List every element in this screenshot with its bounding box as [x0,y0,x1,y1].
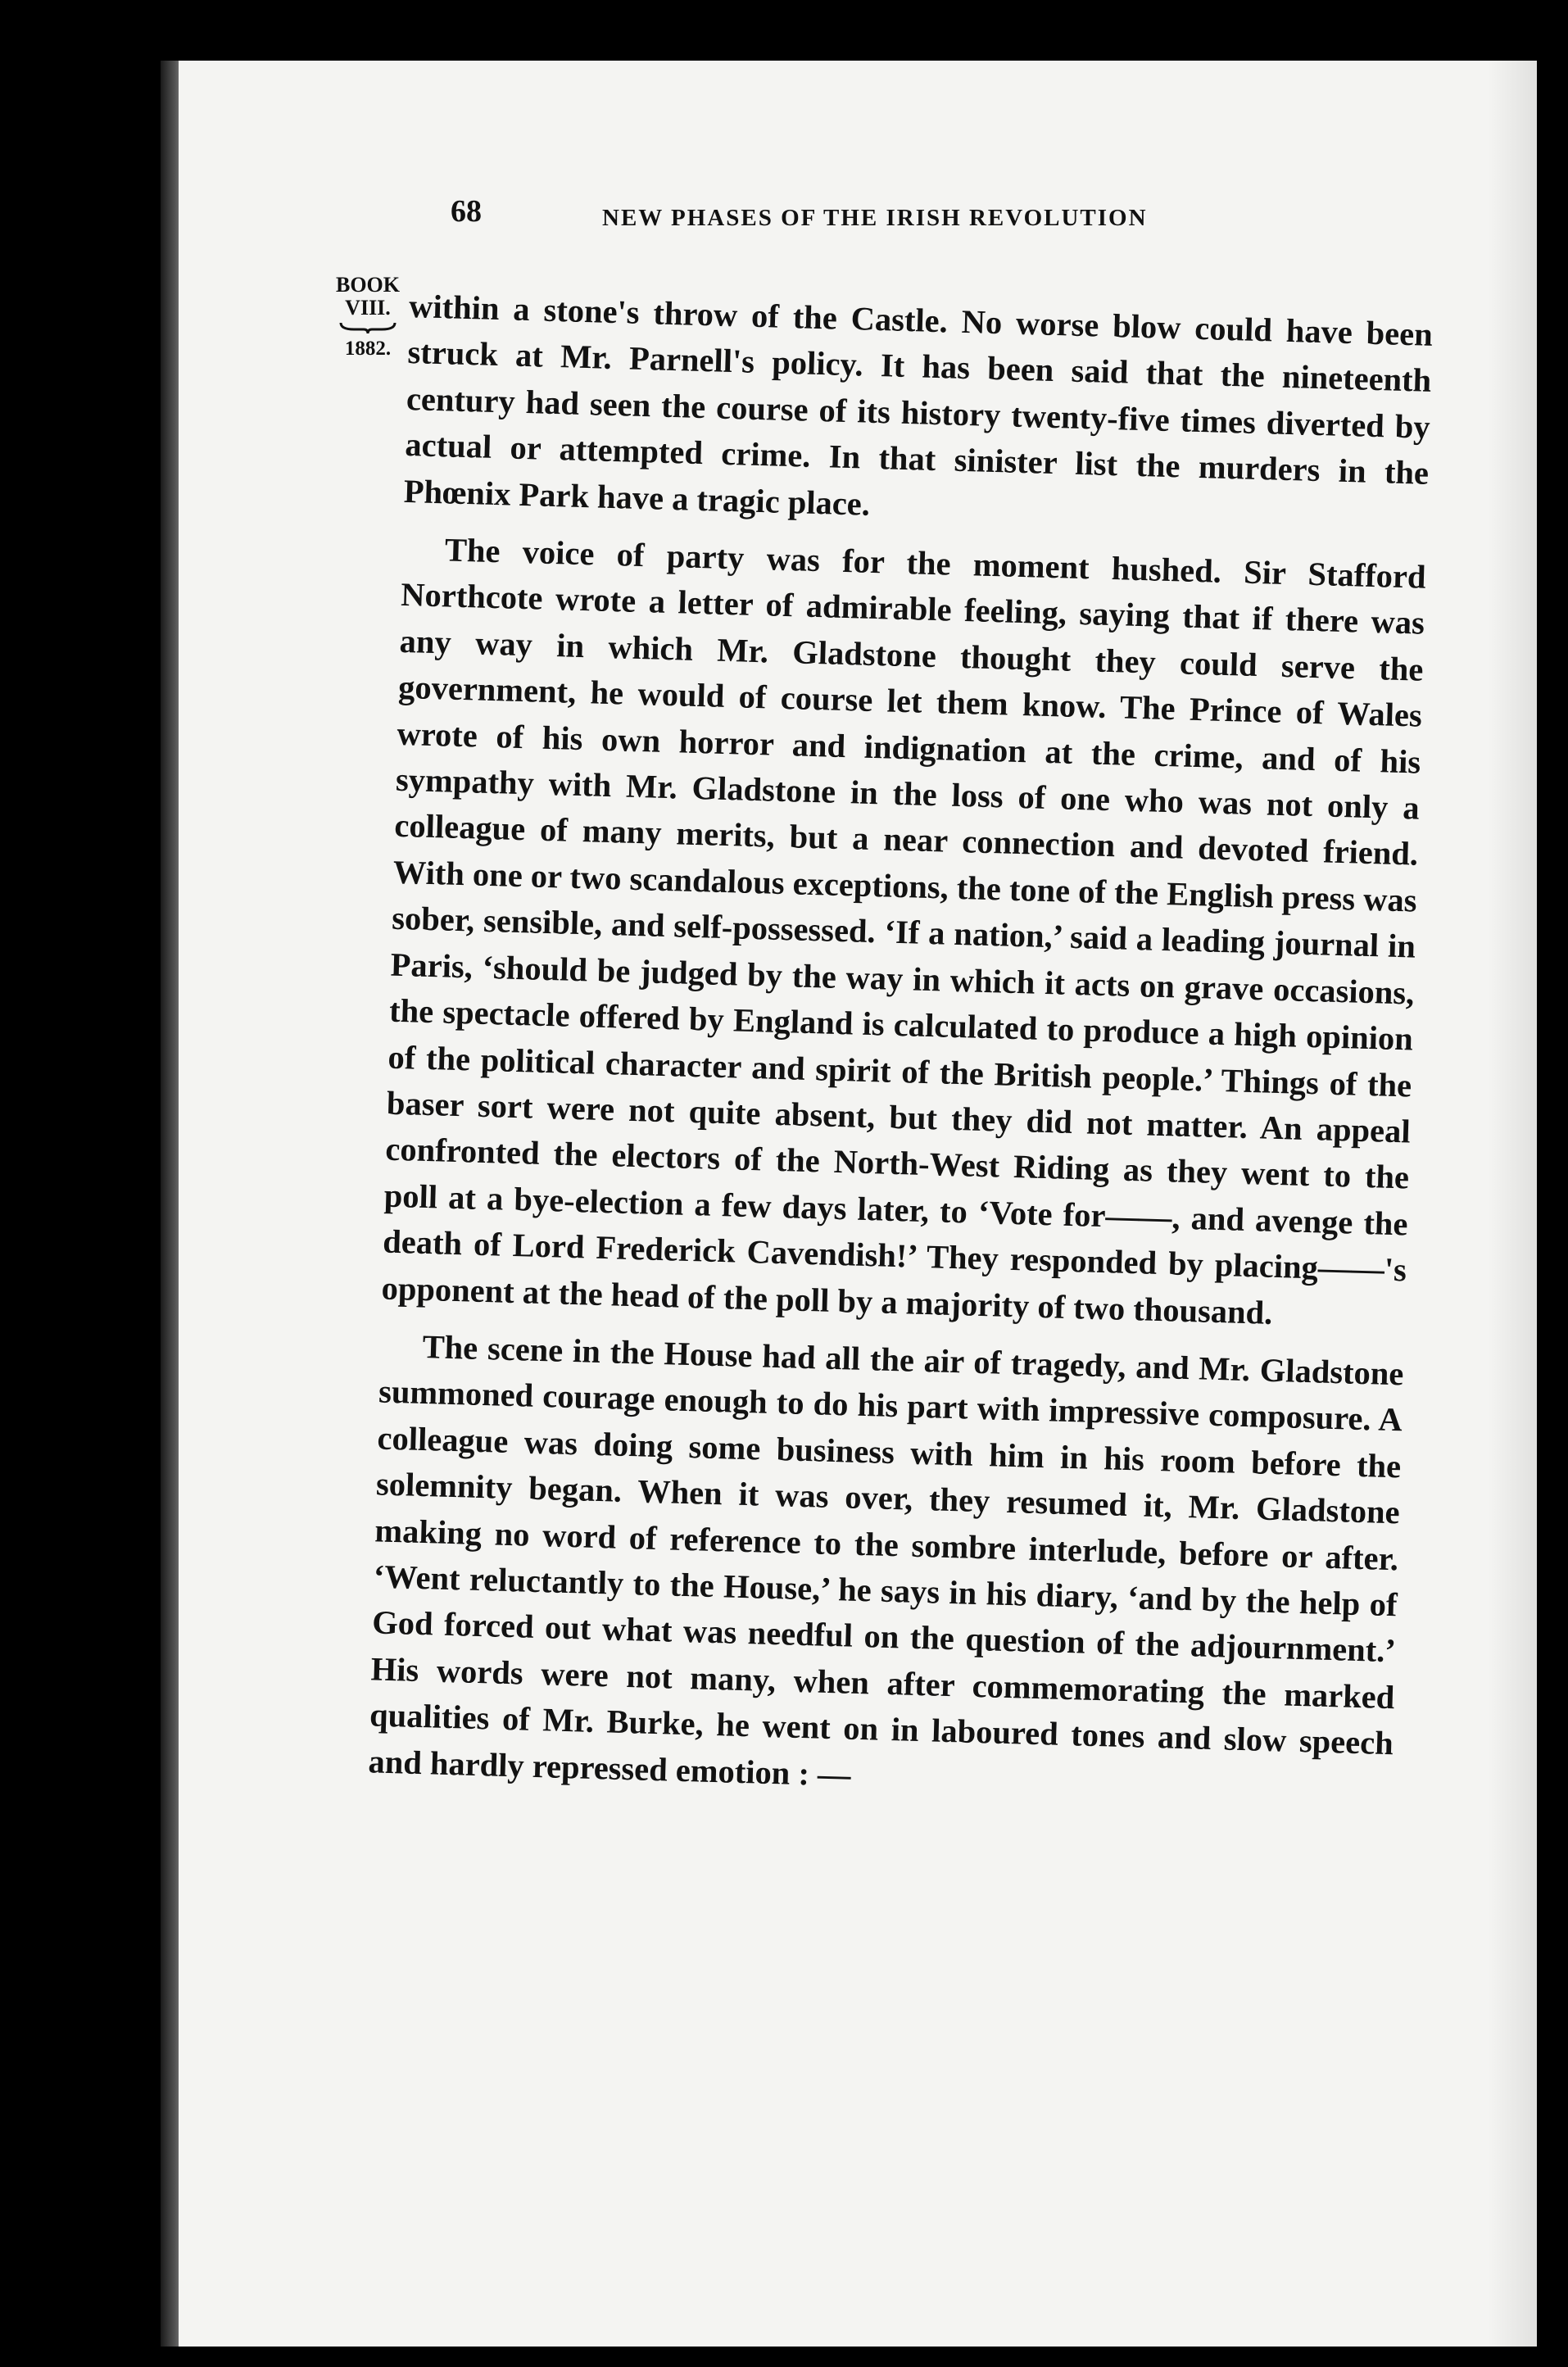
paragraph-2: The voice of party was for the moment hushed. Sir Stafford Northcote wrote a letter of admirable feeling, saying that if there was any way in which Mr. Gladstone thought they could serve the government, he would of course let them know. The Prince of Wales wrote of his own horror and indignation at the crime, and of his sympathy with Mr. Gladstone in the loss of one who was not only a colleague of many merits, but a near connection and devoted friend. With one or two scandalous exceptions, the tone of the English press was sober, sensible, and self-possessed. ‘If a nation,’ said a leading journal in Paris, ‘should be judged by the way in which it acts on grave occasions, the spectacle offered by England is calculated to produce a high opinion of the political character and spirit of the British people.’ Things of the baser sort were not quite absent, but they did not matter. An appeal confronted the electors of the North-West Riding as they went to the poll at a bye-election a few days later, to ‘Vote for——, and avenge the death of Lord Frederick Cavendish!’ They responded by placing——'s opponent at the head of the poll by a majority of two thousand. [381,531,1427,1331]
margin-year: 1882. [344,338,392,360]
margin-book-label: BOOK [335,273,400,297]
margin-volume-label: VIII. [345,296,391,320]
paragraph-3: The scene in the House had all the air of tragedy, and Mr. Gladstone summoned courage enough to do his part with impressive composure. A colleague was doing some business with him in his room before the solemnity began. When it was over, they resumed it, Mr. Gladstone making no word of reference to the sombre interlude, before or after. ‘Went reluctantly to the House,’ he says in his diary, ‘and by the help of God forced out what was needful on the question of the adjournment.’ His words were not many, when after commemorating the marked qualities of Mr. Burke, he went on in laboured tones and slow speech and hardly repressed emotion : — [367,1327,1404,1793]
margin-brace [339,321,397,334]
page-number: 68 [451,194,482,229]
running-head: NEW PHASES OF THE IRISH REVOLUTION [602,205,1148,231]
page-edge-shadow [1488,61,1537,2347]
paragraph-1: within a stone's throw of the Castle. No worse blow could have been struck at Mr. Parnell's policy. It has been said that the nineteenth century had seen the course of its history twenty-five times diverted by actual or attempted crime. In that sinister list the murders in the Phœnix Park have a tragic place. [403,287,1434,523]
body-text [368,283,1434,1813]
margin-note [334,274,401,360]
